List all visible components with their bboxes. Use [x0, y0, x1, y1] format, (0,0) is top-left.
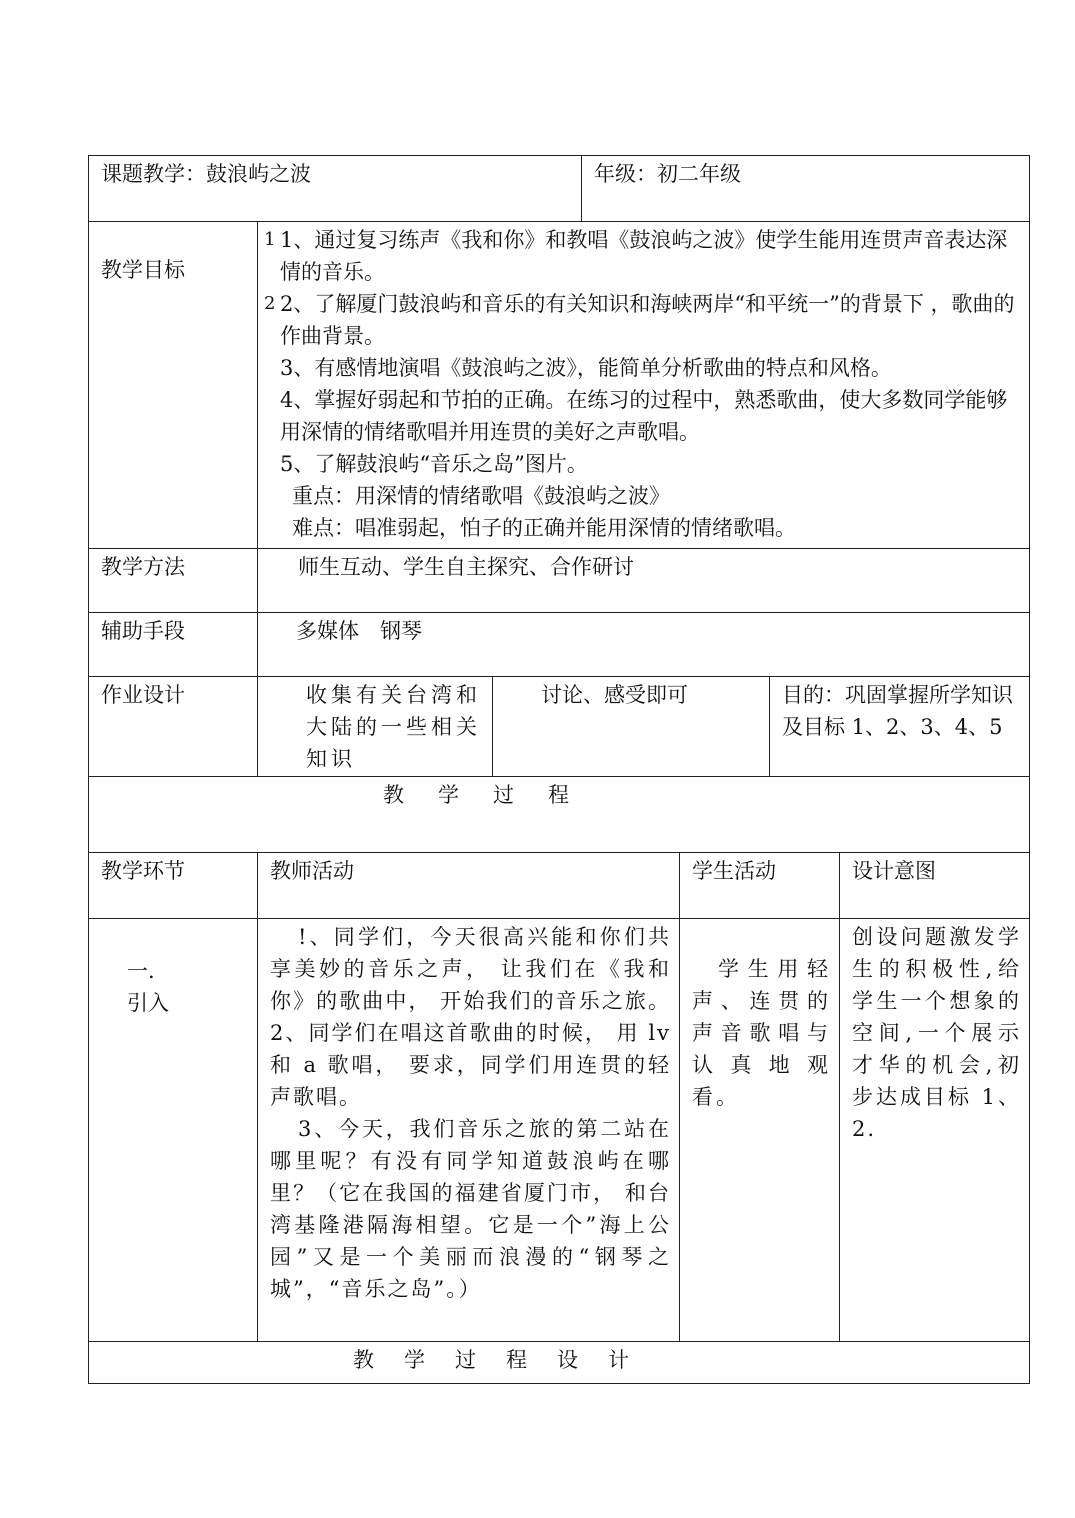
list-marker: 2 [264, 293, 276, 314]
footer-title-cell [89, 1342, 1030, 1384]
stage-name: 引入 [127, 991, 169, 1015]
objective-item: 2 2、了解厦门鼓浪屿和音乐的有关知识和海峡两岸“和平统一”的背景下 ，歌曲的作曲背景。 [270, 288, 1021, 352]
homework-label: 作业设计 [89, 677, 258, 777]
method-label: 教学方法 [89, 549, 258, 613]
teacher-activity-cell [258, 919, 680, 1342]
col-header-stage: 教学环节 [89, 853, 258, 919]
homework-purpose: 目的：巩固掌握所学知识及目标 1、2、3、4、5 [770, 677, 1030, 777]
objective-item: 5、了解鼓浪屿“音乐之岛”图片。 [280, 452, 588, 476]
col-header-teacher: 教师活动 [258, 853, 680, 919]
homework-method: 讨论、感受即可 [493, 677, 770, 777]
teacher-activity-p1: !、同学们，今天很高兴能和你们共享美妙的音乐之声， 让我们在《我和你》的歌曲中， 开始我们的音乐之旅。2、同学们在唱这首歌曲的时候， 用 lv 和 a 歌唱， 要求，同学们用连贯的轻声歌唱。 [270, 925, 671, 1109]
list-marker: 1 [264, 229, 276, 250]
col-header-student: 学生活动 [680, 853, 840, 919]
design-intent: 创设问题激发学生的积极性,给学生一个想象的空间,一个展示才华的机会,初步达成目标 1、2. [840, 919, 1030, 1342]
grade-cell [582, 156, 1030, 222]
objectives-cell [258, 222, 1030, 549]
stage-cell [89, 919, 258, 1342]
homework-task: 收集有关台湾和大陆的一些相关知识 [258, 677, 493, 777]
topic-cell [89, 156, 582, 222]
grade-text: 年级：初二年级 [594, 162, 741, 186]
footer-title: 教学过程设计 [353, 1348, 659, 1372]
teacher-activity-p2: 3、今天，我们音乐之旅的第二站在哪里呢？有没有同学知道鼓浪屿在哪里？（它在我国的福建省厦门市， 和台湾基隆港隔海相望。它是一个”海上公园”又是一个美丽而浪漫的“钢琴之城”，“音乐之岛”。） [270, 1117, 671, 1301]
objective-item: 4、掌握好弱起和节拍的正确。在练习的过程中，熟悉歌曲，使大多数同学能够用深情的情绪歌唱并用连贯的美好之声歌唱。 [280, 388, 1008, 444]
stage-number: 一. [127, 959, 155, 983]
lesson-plan-table [88, 155, 1030, 1384]
objective-item: 3、有感情地演唱《鼓浪屿之波》，能简单分析歌曲的特点和风格。 [280, 356, 892, 380]
aids-value: 多媒体 钢琴 [258, 613, 1030, 677]
col-header-design: 设计意图 [840, 853, 1030, 919]
process-title: 教学过程 [383, 783, 603, 807]
method-value: 师生互动、学生自主探究、合作研讨 [258, 549, 1030, 613]
process-title-cell [89, 777, 1030, 853]
objectives-label: 教学目标 [89, 222, 258, 549]
key-point: 重点：用深情的情绪歌唱《鼓浪屿之波》 [292, 484, 670, 508]
aids-label: 辅助手段 [89, 613, 258, 677]
student-activity: 学生用轻声、连贯的声音歌唱与认真地观看。 [680, 919, 840, 1342]
difficulty-point: 难点：唱准弱起，怕子的正确并能用深情的情绪歌唱。 [292, 516, 796, 540]
objective-item: 1 1、通过复习练声《我和你》和教唱《鼓浪屿之波》使学生能用连贯声音表达深情的音乐。 [270, 224, 1021, 288]
topic-text: 课题教学：鼓浪屿之波 [101, 162, 311, 186]
